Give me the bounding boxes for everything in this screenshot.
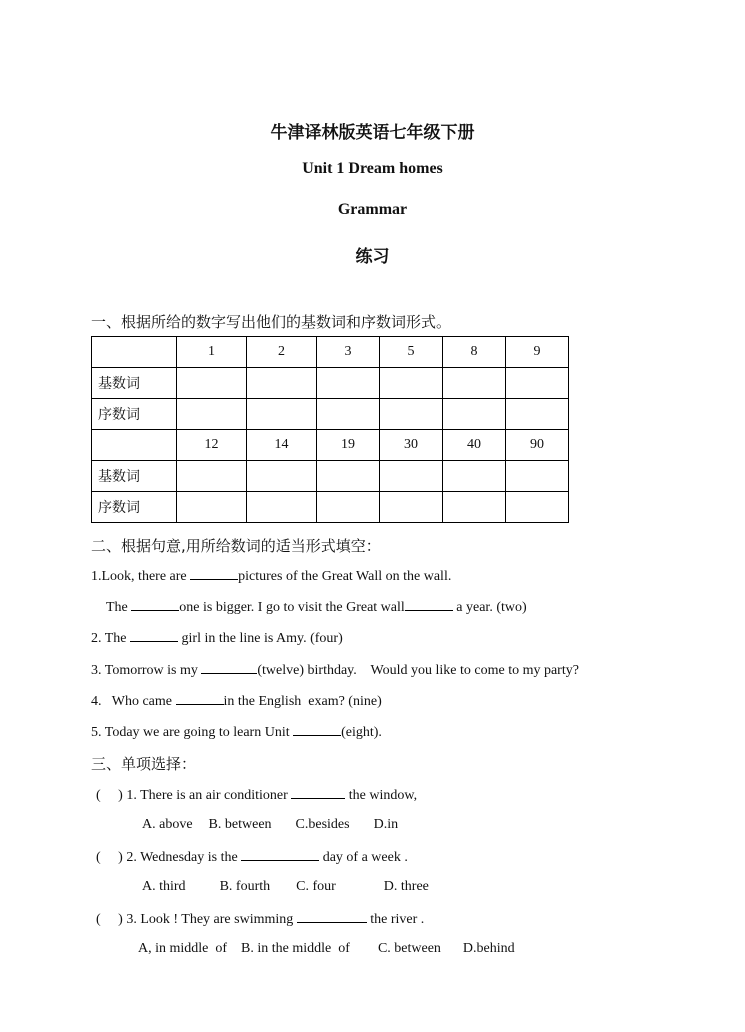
section3-heading: 三、单项选择：: [91, 755, 197, 773]
option-c[interactable]: C.besides: [295, 817, 350, 832]
table-row: [92, 492, 569, 523]
number-cell: 8: [443, 337, 506, 368]
answer-cell[interactable]: [506, 368, 569, 399]
number-cell: 19: [317, 430, 380, 461]
number-cell: 2: [247, 337, 317, 368]
number-table: [91, 336, 569, 523]
answer-cell[interactable]: [443, 461, 506, 492]
question-text: 3. Look ! They are swimming: [126, 912, 297, 927]
answer-cell[interactable]: [247, 492, 317, 523]
question-text: 5. Today we are going to learn Unit: [91, 725, 294, 740]
option-a[interactable]: A, in middle of: [138, 941, 228, 956]
question-text: 1.Look, there are: [91, 569, 191, 584]
answer-blank[interactable]: [190, 567, 238, 580]
question-text: (twelve) birthday. Would you like to come to my party?: [257, 663, 579, 678]
answer-cell[interactable]: [247, 399, 317, 430]
option-d[interactable]: D.behind: [462, 941, 515, 956]
question-2-4: [91, 692, 382, 710]
answer-cell[interactable]: [506, 461, 569, 492]
option-b[interactable]: B. between: [208, 817, 272, 832]
section2-heading: 二、根据句意,用所给数词的适当形式填空：: [91, 537, 381, 555]
answer-bracket[interactable]: ( ): [96, 850, 123, 865]
number-cell: 5: [380, 337, 443, 368]
answer-cell[interactable]: [443, 368, 506, 399]
table-row: [92, 461, 569, 492]
answer-cell[interactable]: [380, 461, 443, 492]
answer-cell[interactable]: [443, 399, 506, 430]
table-cell: [92, 430, 177, 461]
exercise-title: 练习: [355, 247, 390, 267]
options-3-2: [142, 879, 429, 895]
answer-cell[interactable]: [177, 461, 247, 492]
answer-cell[interactable]: [506, 399, 569, 430]
question-3-2: [96, 848, 408, 866]
question-3-1: [96, 786, 417, 804]
answer-cell[interactable]: [177, 492, 247, 523]
option-d[interactable]: D. three: [383, 879, 429, 894]
answer-cell[interactable]: [317, 461, 380, 492]
answer-blank[interactable]: [405, 598, 453, 611]
question-2-5: [91, 723, 382, 741]
answer-cell[interactable]: [317, 368, 380, 399]
number-cell: 90: [506, 430, 569, 461]
question-3-3: [96, 910, 424, 928]
answer-blank[interactable]: [293, 723, 341, 736]
option-a[interactable]: A. third: [142, 879, 186, 894]
option-a[interactable]: A. above: [142, 817, 193, 832]
question-text: 1. There is an air conditioner: [126, 788, 292, 803]
number-cell: 12: [177, 430, 247, 461]
answer-blank[interactable]: [130, 629, 178, 642]
number-cell: 30: [380, 430, 443, 461]
number-cell: 1: [177, 337, 247, 368]
question-2-1a: [91, 567, 451, 585]
number-cell: 3: [317, 337, 380, 368]
table-row: [92, 399, 569, 430]
answer-bracket[interactable]: ( ): [96, 912, 123, 927]
answer-blank: [297, 910, 367, 923]
question-text: 2. Wednesday is the: [126, 850, 242, 865]
answer-bracket[interactable]: ( ): [96, 788, 123, 803]
number-cell: 40: [443, 430, 506, 461]
answer-cell[interactable]: [317, 399, 380, 430]
number-cell: 14: [247, 430, 317, 461]
topic-title: Grammar: [337, 201, 408, 218]
answer-cell[interactable]: [506, 492, 569, 523]
options-3-3: [138, 941, 515, 957]
question-text: pictures of the Great Wall on the wall.: [238, 569, 452, 584]
section1-heading: 一、根据所给的数字写出他们的基数词和序数词形式。: [91, 313, 452, 331]
row-label-cardinal: 基数词: [92, 461, 177, 492]
question-text: girl in the line is Amy. (four): [178, 631, 343, 646]
options-3-1: [142, 817, 398, 833]
answer-cell[interactable]: [380, 399, 443, 430]
document-title: 牛津译林版英语七年级下册: [270, 123, 475, 143]
table-row: [92, 368, 569, 399]
answer-cell[interactable]: [247, 461, 317, 492]
table-row: [92, 430, 569, 461]
table-row: [92, 337, 569, 368]
answer-blank[interactable]: [201, 661, 257, 674]
question-2-2: [91, 629, 343, 647]
table-cell: [92, 337, 177, 368]
question-text: day of a week .: [319, 850, 408, 865]
question-2-3: [91, 661, 579, 679]
option-c[interactable]: C. four: [296, 879, 336, 894]
question-text: 2. The: [91, 631, 131, 646]
unit-title: Unit 1 Dream homes: [302, 160, 443, 177]
question-2-1b: [106, 598, 527, 616]
question-text: in the English exam? (nine): [223, 694, 382, 709]
question-text: The: [106, 600, 132, 615]
row-label-ordinal: 序数词: [92, 399, 177, 430]
answer-cell[interactable]: [317, 492, 380, 523]
option-b[interactable]: B. in the middle of: [241, 941, 350, 956]
option-c[interactable]: C. between: [377, 941, 441, 956]
row-label-cardinal: 基数词: [92, 368, 177, 399]
question-text: (eight).: [341, 725, 382, 740]
answer-cell[interactable]: [443, 492, 506, 523]
option-d[interactable]: D.in: [373, 817, 399, 832]
question-text: 4. Who came: [91, 694, 176, 709]
answer-cell[interactable]: [177, 368, 247, 399]
answer-cell[interactable]: [380, 368, 443, 399]
question-text: 3. Tomorrow is my: [91, 663, 202, 678]
question-text: a year. (two): [452, 600, 527, 615]
question-text: the river .: [366, 912, 425, 927]
answer-blank[interactable]: [131, 598, 179, 611]
row-label-ordinal: 序数词: [92, 492, 177, 523]
answer-cell[interactable]: [247, 368, 317, 399]
question-text: the window,: [345, 788, 418, 803]
answer-cell[interactable]: [380, 492, 443, 523]
option-b[interactable]: B. fourth: [219, 879, 271, 894]
answer-blank: [291, 786, 345, 799]
answer-cell[interactable]: [177, 399, 247, 430]
answer-blank: [241, 848, 319, 861]
number-cell: 9: [506, 337, 569, 368]
question-text: one is bigger. I go to visit the Great wall: [179, 600, 405, 615]
answer-blank[interactable]: [176, 692, 224, 705]
